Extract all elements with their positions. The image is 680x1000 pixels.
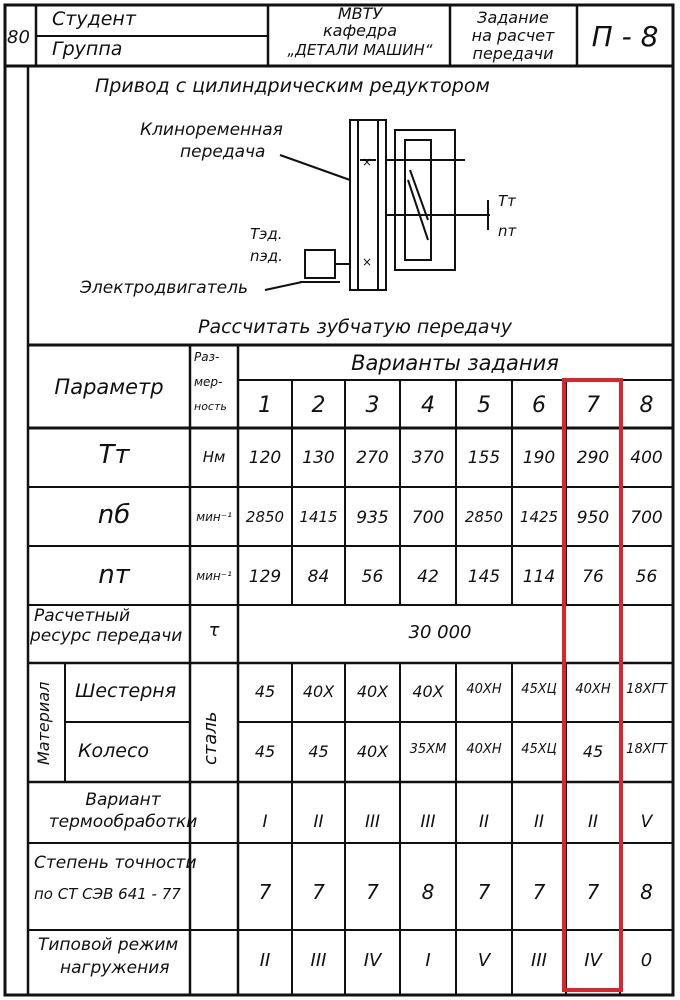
value-cell: 145 bbox=[467, 567, 501, 587]
org-line-3: „ДЕТАЛИ МАШИН“ bbox=[287, 41, 433, 59]
material-group-label: Материал bbox=[34, 681, 53, 765]
motor-torque-label: Tэд. bbox=[250, 225, 283, 243]
heat-cell: II bbox=[587, 812, 599, 832]
load-cell: III bbox=[531, 950, 547, 971]
gear-material-cell: 40Х bbox=[302, 682, 335, 701]
org-line-1: МВТУ bbox=[337, 4, 383, 23]
variant-number-2: 2 bbox=[311, 393, 326, 418]
svg-text:×: × bbox=[362, 255, 373, 269]
svg-text:×: × bbox=[362, 155, 373, 169]
heat-cell: V bbox=[640, 812, 653, 832]
resource-unit: τ bbox=[208, 620, 220, 641]
heat-cell: II bbox=[313, 812, 324, 832]
load-cell: I bbox=[425, 950, 431, 971]
value-cell: 935 bbox=[356, 508, 389, 528]
load-cell: IV bbox=[584, 950, 602, 971]
heat-cell: II bbox=[533, 812, 545, 832]
gear-material-cell: 40ХН bbox=[466, 682, 502, 697]
wheel-label: Колесо bbox=[78, 740, 150, 762]
gear-material-cell: 45 bbox=[254, 682, 276, 701]
value-cell: 155 bbox=[467, 448, 501, 468]
wheel-material-cell: 18ХГТ bbox=[626, 742, 667, 757]
variant-number-3: 3 bbox=[365, 393, 380, 418]
gear-material-cell: 18ХГТ bbox=[626, 682, 667, 697]
gear-material-cell: 40Х bbox=[412, 682, 444, 701]
value-cell: 400 bbox=[630, 448, 663, 468]
page-number: 80 bbox=[7, 27, 30, 48]
value-cell: 56 bbox=[635, 567, 658, 587]
output-torque-label: Tт bbox=[498, 192, 516, 210]
wheel-material-cell: 40Х bbox=[356, 742, 389, 761]
belt-label-2: передача bbox=[180, 142, 266, 162]
variants-header: Варианты задания bbox=[351, 351, 559, 375]
param-nb: nб bbox=[97, 500, 131, 530]
drive-schematic-drawing bbox=[265, 120, 490, 290]
task-line-2: на расчет bbox=[471, 26, 555, 45]
variant-number-7: 7 bbox=[586, 393, 600, 418]
variant-number-4: 4 bbox=[421, 393, 435, 418]
value-cell: 290 bbox=[576, 448, 610, 468]
gear-material-cell: 40Х bbox=[356, 682, 389, 701]
value-cell: 1425 bbox=[519, 508, 559, 526]
wheel-material-cell: 45ХЦ bbox=[521, 742, 557, 757]
table-caption: Рассчитать зубчатую передачу bbox=[198, 316, 512, 338]
load-cell: IV bbox=[363, 950, 382, 971]
value-cell: 370 bbox=[411, 448, 445, 468]
resource-value: 30 000 bbox=[408, 622, 472, 643]
value-cell: 120 bbox=[248, 448, 282, 468]
value-cell: 190 bbox=[522, 448, 556, 468]
variant-number-5: 5 bbox=[477, 393, 491, 418]
heat-line-2: термообработки bbox=[48, 812, 198, 832]
accuracy-line-1: Степень точности bbox=[34, 853, 197, 873]
accuracy-cell: 7 bbox=[258, 880, 272, 904]
unit-header-3: ность bbox=[194, 400, 227, 413]
motor-label: Электродвигатель bbox=[80, 278, 248, 298]
value-cell: 2850 bbox=[245, 508, 285, 526]
load-cell: II bbox=[259, 950, 271, 971]
task-line-3: передачи bbox=[472, 44, 554, 63]
wheel-material-cell: 45 bbox=[308, 742, 329, 761]
accuracy-cell: 7 bbox=[586, 880, 600, 904]
resource-line-1: Расчетный bbox=[34, 606, 131, 626]
load-line-2: нагружения bbox=[60, 958, 170, 978]
task-line-1: Задание bbox=[477, 8, 549, 27]
param-tt: Tт bbox=[98, 440, 130, 470]
gear-material-cell: 40ХН bbox=[575, 682, 611, 697]
wheel-material-cell: 45 bbox=[254, 742, 276, 761]
value-cell: 700 bbox=[630, 508, 663, 528]
unit-nb: мин⁻¹ bbox=[196, 510, 232, 524]
value-cell: 700 bbox=[411, 508, 445, 528]
heat-cell: III bbox=[420, 812, 436, 832]
org-line-2: кафедра bbox=[322, 21, 398, 40]
accuracy-cell: 7 bbox=[312, 880, 325, 904]
highlighted-variant-frame bbox=[562, 378, 623, 992]
accuracy-line-2: по СТ СЭВ 641 - 77 bbox=[34, 885, 181, 903]
task-code: П - 8 bbox=[591, 20, 659, 53]
value-cell: 56 bbox=[361, 567, 384, 587]
group-label: Группа bbox=[52, 38, 123, 60]
load-cell: III bbox=[310, 950, 327, 971]
motor-speed-label: nэд. bbox=[250, 247, 283, 265]
accuracy-cell: 7 bbox=[477, 880, 491, 904]
variant-number-6: 6 bbox=[532, 393, 546, 418]
gear-material-cell: 45ХЦ bbox=[521, 682, 557, 697]
heat-cell: II bbox=[478, 812, 490, 832]
belt-label-1: Клиноременная bbox=[140, 120, 283, 140]
heat-cell: III bbox=[364, 812, 381, 832]
value-cell: 2850 bbox=[464, 508, 504, 526]
value-cell: 1415 bbox=[299, 508, 338, 526]
value-cell: 114 bbox=[522, 567, 556, 587]
value-cell: 130 bbox=[302, 448, 335, 468]
drive-title: Привод с цилиндрическим редуктором bbox=[95, 75, 490, 97]
output-speed-label: nт bbox=[498, 222, 517, 240]
variant-number-8: 8 bbox=[639, 393, 654, 418]
student-label: Студент bbox=[52, 8, 136, 30]
load-cell: V bbox=[477, 950, 491, 971]
value-cell: 42 bbox=[417, 567, 439, 587]
value-cell: 84 bbox=[307, 567, 330, 587]
unit-header-2: мер- bbox=[194, 375, 223, 389]
unit-nt: мин⁻¹ bbox=[196, 569, 232, 583]
load-line-1: Типовой режим bbox=[38, 935, 179, 955]
load-cell: 0 bbox=[640, 950, 653, 971]
gear-label: Шестерня bbox=[75, 680, 177, 702]
wheel-material-cell: 40ХН bbox=[466, 742, 502, 757]
accuracy-cell: 8 bbox=[640, 880, 653, 904]
value-cell: 76 bbox=[582, 567, 604, 587]
wheel-material-cell: 35ХМ bbox=[409, 742, 447, 757]
param-nt: nт bbox=[98, 560, 130, 590]
accuracy-cell: 7 bbox=[366, 880, 379, 904]
heat-line-1: Вариант bbox=[85, 790, 161, 810]
value-cell: 270 bbox=[356, 448, 389, 468]
unit-tt: Нм bbox=[202, 448, 226, 466]
unit-header-1: Раз- bbox=[194, 350, 220, 364]
material-unit: сталь bbox=[200, 711, 221, 765]
wheel-material-cell: 45 bbox=[582, 742, 604, 761]
value-cell: 129 bbox=[248, 567, 282, 587]
accuracy-cell: 8 bbox=[421, 880, 435, 904]
value-cell: 950 bbox=[576, 508, 610, 528]
param-header: Параметр bbox=[54, 375, 164, 399]
resource-line-2: ресурс передачи bbox=[30, 626, 183, 646]
variant-number-1: 1 bbox=[258, 393, 272, 418]
accuracy-cell: 7 bbox=[532, 880, 546, 904]
heat-cell: I bbox=[262, 812, 268, 832]
